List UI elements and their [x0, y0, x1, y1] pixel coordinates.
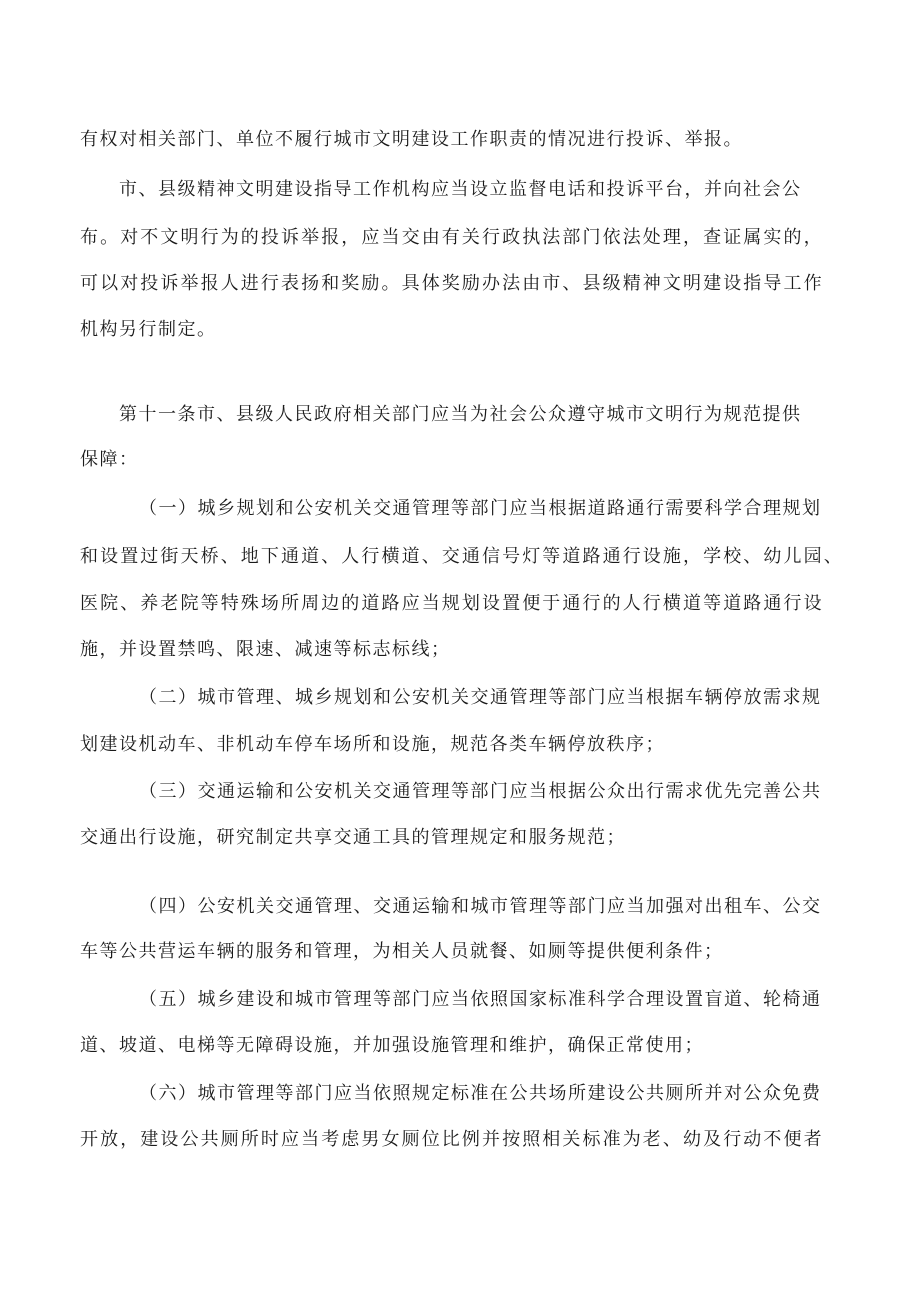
list-item-line: 道、坡道、电梯等无障碍设施，并加强设施管理和维护，确保正常使用； — [80, 1035, 704, 1056]
list-item-line: 开放，建设公共厕所时应当考虑男女厕位比例并按照相关标准为老、幼及行动不便者 — [80, 1129, 824, 1150]
list-item-line: 车等公共营运车辆的服务和管理，为相关人员就餐、如厕等提供便利条件； — [80, 941, 724, 962]
list-item-line: 划建设机动车、非机动车停车场所和设施，规范各类车辆停放秩序； — [80, 734, 665, 755]
list-item-line: （二）城市管理、城乡规划和公安机关交通管理等部门应当根据车辆停放需求规 — [139, 687, 822, 708]
paragraph-line: 有权对相关部门、单位不履行城市文明建设工作职责的情况进行投诉、举报。 — [80, 129, 743, 150]
list-item-line: 医院、养老院等特殊场所周边的道路应当规划设置便于通行的人行横道等道路通行设 — [80, 593, 824, 614]
paragraph-line: 保障： — [80, 449, 139, 470]
paragraph-line: 机构另行制定。 — [80, 319, 217, 340]
list-item-line: （三）交通运输和公安机关交通管理等部门应当根据公众出行需求优先完善公共 — [139, 781, 822, 802]
paragraph-line: 可以对投诉举报人进行表扬和奖励。具体奖励办法由市、县级精神文明建设指导工作 — [80, 273, 824, 294]
paragraph-line: 市、县级精神文明建设指导工作机构应当设立监督电话和投诉平台，并向社会公 — [119, 179, 802, 200]
article-heading-line: 第十一条市、县级人民政府相关部门应当为社会公众遵守城市文明行为规范提供 — [119, 404, 802, 425]
list-item-line: 交通出行设施，研究制定共享交通工具的管理规定和服务规范； — [80, 827, 626, 848]
list-item-line: （四）公安机关交通管理、交通运输和城市管理等部门应当加强对出租车、公交 — [139, 896, 822, 917]
list-item-line: （一）城乡规划和公安机关交通管理等部门应当根据道路通行需要科学合理规划 — [139, 498, 822, 519]
list-item-line: （六）城市管理等部门应当依照规定标准在公共场所建设公共厕所并对公众免费 — [139, 1083, 822, 1104]
list-item-line: 和设置过街天桥、地下通道、人行横道、交通信号灯等道路通行设施，学校、幼儿园、 — [80, 546, 844, 567]
list-item-line: （五）城乡建设和城市管理等部门应当依照国家标准科学合理设置盲道、轮椅通 — [139, 989, 822, 1010]
paragraph-line: 布。对不文明行为的投诉举报，应当交由有关行政执法部门依法处理，查证属实的， — [80, 227, 824, 248]
list-item-line: 施，并设置禁鸣、限速、减速等标志标线； — [80, 639, 451, 660]
